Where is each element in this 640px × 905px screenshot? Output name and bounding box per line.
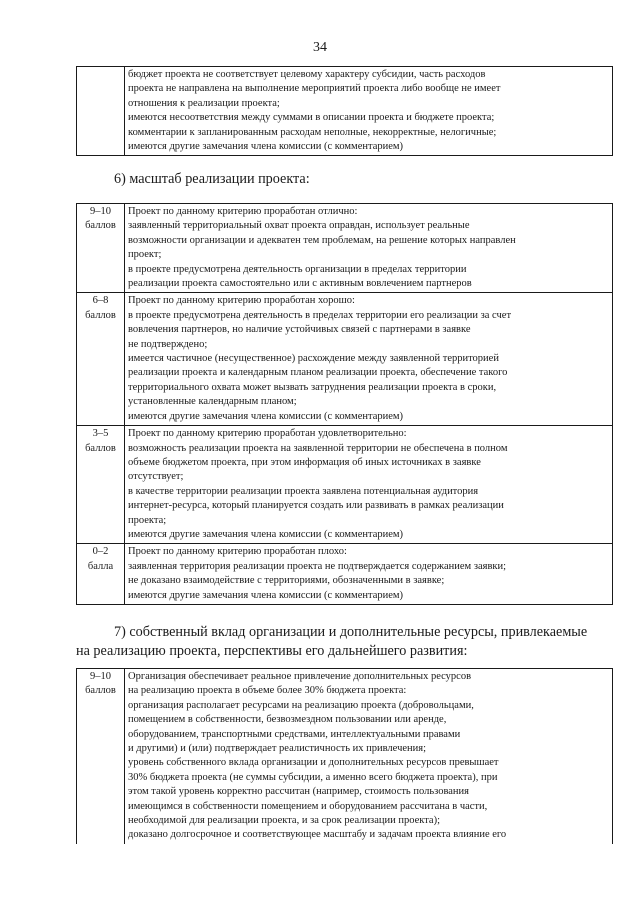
criteria-text-line: не подтверждено; bbox=[128, 338, 208, 350]
criteria-description-cell bbox=[125, 67, 613, 156]
score-cell bbox=[77, 204, 125, 293]
section7-heading-line: на реализацию проекта, перспективы его дальнейшего развития: bbox=[76, 643, 468, 659]
criteria-text-line: имеются другие замечания члена комиссии (с комментарием) bbox=[128, 528, 404, 540]
criteria-text-line: в проекте предусмотрена деятельность организации в пределах территории bbox=[128, 263, 467, 275]
criteria-description-cell bbox=[125, 204, 613, 293]
criteria-text-line: проект; bbox=[128, 249, 162, 261]
criteria-text-line: на реализацию проекта в объеме более 30% бюджета проекта: bbox=[128, 685, 407, 697]
score-cell bbox=[77, 293, 125, 426]
criteria-description-cell bbox=[125, 669, 613, 844]
score-label: 0–2 bbox=[92, 546, 109, 558]
criteria-text-line: этом такой уровень корректно рассчитан (например, стоимость пользования bbox=[128, 786, 469, 798]
criteria-text-line: Организация обеспечивает реальное привлечение дополнительных ресурсов bbox=[128, 671, 472, 682]
criteria-text-line: в проекте предусмотрена деятельность в пределах территории его реализации за счет bbox=[128, 309, 512, 321]
score-label: 3–5 bbox=[92, 428, 109, 440]
score-label: 6–8 bbox=[92, 295, 109, 307]
criteria-text-line: бюджет проекта не соответствует целевому характеру субсидии, часть расходов bbox=[128, 69, 486, 80]
score-label: баллов bbox=[85, 220, 116, 232]
criteria-text-line: 30% бюджета проекта (не суммы субсидии, а именно всего бюджета проекта), при bbox=[128, 771, 498, 783]
criteria-text-line: отношения к реализации проекта; bbox=[128, 97, 280, 109]
criteria-text-line: доказано долгосрочное и соответствующее масштабу и задачам проекта влияние его bbox=[128, 829, 507, 841]
criteria-description-cell bbox=[125, 293, 613, 426]
criteria-text-line: в качестве территории реализации проекта заявлена потенциальная аудитория bbox=[128, 485, 479, 497]
criteria-text-line: и другими) и (или) подтверждает реалистичность их привлечения; bbox=[128, 743, 426, 755]
criteria-text-line: помещением в собственности, безвозмездном пользовании или аренде, bbox=[128, 714, 447, 726]
criteria-text-line: установленные календарным планом; bbox=[128, 396, 297, 408]
section7-heading-line: 7) собственный вклад организации и дополнительные ресурсы, привлекаемые bbox=[114, 624, 588, 640]
criteria-text-line: имеются несоответствия между суммами в описании проекта и бюджете проекта; bbox=[128, 112, 495, 124]
criteria-text-line: организация располагает ресурсами на реализацию проекта (добровольцами, bbox=[128, 699, 474, 711]
criteria-text-line: реализации проекта и календарным планом реализации проекта, обеспечение такого bbox=[128, 367, 508, 379]
criteria-text-line: имеются другие замечания члена комиссии (с комментарием) bbox=[128, 589, 404, 601]
criteria-text-line: имеются другие замечания члена комиссии (с комментарием) bbox=[128, 141, 404, 153]
criteria-text-line: Проект по данному критерию проработан хорошо: bbox=[128, 295, 355, 307]
score-label: баллов bbox=[85, 442, 116, 454]
criteria-text-line: вовлечения партнеров, но наличие устойчивых связей с партнерами в заявке bbox=[128, 324, 471, 336]
score-label: 9–10 bbox=[90, 671, 111, 682]
criteria-text-line: комментарии к запланированным расходам неполные, некорректные, нелогичные; bbox=[128, 126, 497, 138]
criteria-row bbox=[77, 204, 613, 293]
criteria-text-line: отсутствует; bbox=[128, 471, 184, 483]
criteria-text-line: оборудованием, транспортными средствами, интеллектуальными правами bbox=[128, 728, 461, 740]
score-cell bbox=[77, 544, 125, 605]
section6-criteria-table bbox=[76, 203, 613, 605]
criteria-description-cell bbox=[125, 544, 613, 605]
criteria-row bbox=[77, 67, 613, 156]
section7-heading bbox=[76, 623, 613, 661]
score-label: баллов bbox=[85, 685, 116, 697]
score-label: баллов bbox=[85, 309, 116, 321]
page-number: 34 bbox=[313, 40, 327, 55]
criteria-text-line: уровень собственного вклада организации и дополнительных ресурсов превышает bbox=[128, 757, 499, 769]
criteria-text-line: имеется частичное (несущественное) расхождение между заявленной территорией bbox=[128, 353, 499, 365]
criteria-text-line: проекта; bbox=[128, 514, 167, 526]
score-cell bbox=[77, 426, 125, 544]
score-label: 9–10 bbox=[90, 206, 111, 217]
criteria-text-line: заявленная территория реализации проекта не подтверждается содержанием заявки; bbox=[128, 560, 507, 572]
criteria-text-line: Проект по данному критерию проработан удовлетворительно: bbox=[128, 428, 407, 440]
continuation-criteria-table bbox=[76, 66, 613, 156]
criteria-row bbox=[77, 426, 613, 544]
criteria-text-line: возможности организации и адекватен тем проблемам, на решение которых направлен bbox=[128, 234, 516, 246]
criteria-description-cell bbox=[125, 426, 613, 544]
score-label: балла bbox=[87, 560, 114, 572]
criteria-text-line: не доказано взаимодействие с территориями, обозначенными в заявке; bbox=[128, 575, 445, 587]
criteria-text-line: интернет-ресурса, который планируется создать или развивать в рамках реализации bbox=[128, 500, 504, 512]
criteria-row bbox=[77, 544, 613, 605]
section6-heading: 6) масштаб реализации проекта: bbox=[114, 171, 310, 187]
section7-criteria-table bbox=[76, 668, 613, 844]
criteria-text-line: Проект по данному критерию проработан плохо: bbox=[128, 546, 347, 558]
criteria-text-line: территориального охвата может вызвать затруднения реализации проекта в сроки, bbox=[128, 381, 497, 393]
score-cell bbox=[77, 67, 125, 156]
criteria-text-line: имеются другие замечания члена комиссии (с комментарием) bbox=[128, 410, 404, 422]
criteria-text-line: проекта не направлена на выполнение мероприятий проекта либо вообще не имеет bbox=[128, 83, 501, 95]
score-cell bbox=[77, 669, 125, 844]
criteria-text-line: имеющимся в собственности помещением и оборудованием рассчитана в части, bbox=[128, 800, 488, 812]
criteria-text-line: возможность реализации проекта на заявленной территории не обеспечена в полном bbox=[128, 442, 508, 454]
criteria-row bbox=[77, 669, 613, 844]
criteria-text-line: необходимой для реализации проекта, и за срок реализации проекта); bbox=[128, 815, 441, 827]
criteria-row bbox=[77, 293, 613, 426]
criteria-text-line: заявленный территориальный охват проекта оправдан, использует реальные bbox=[128, 220, 470, 232]
criteria-text-line: объеме бюджетом проекта, при этом информация об иных источниках в заявке bbox=[128, 456, 481, 468]
criteria-text-line: Проект по данному критерию проработан отлично: bbox=[128, 206, 358, 217]
criteria-text-line: реализации проекта самостоятельно или с активным вовлечением партнеров bbox=[128, 278, 472, 290]
